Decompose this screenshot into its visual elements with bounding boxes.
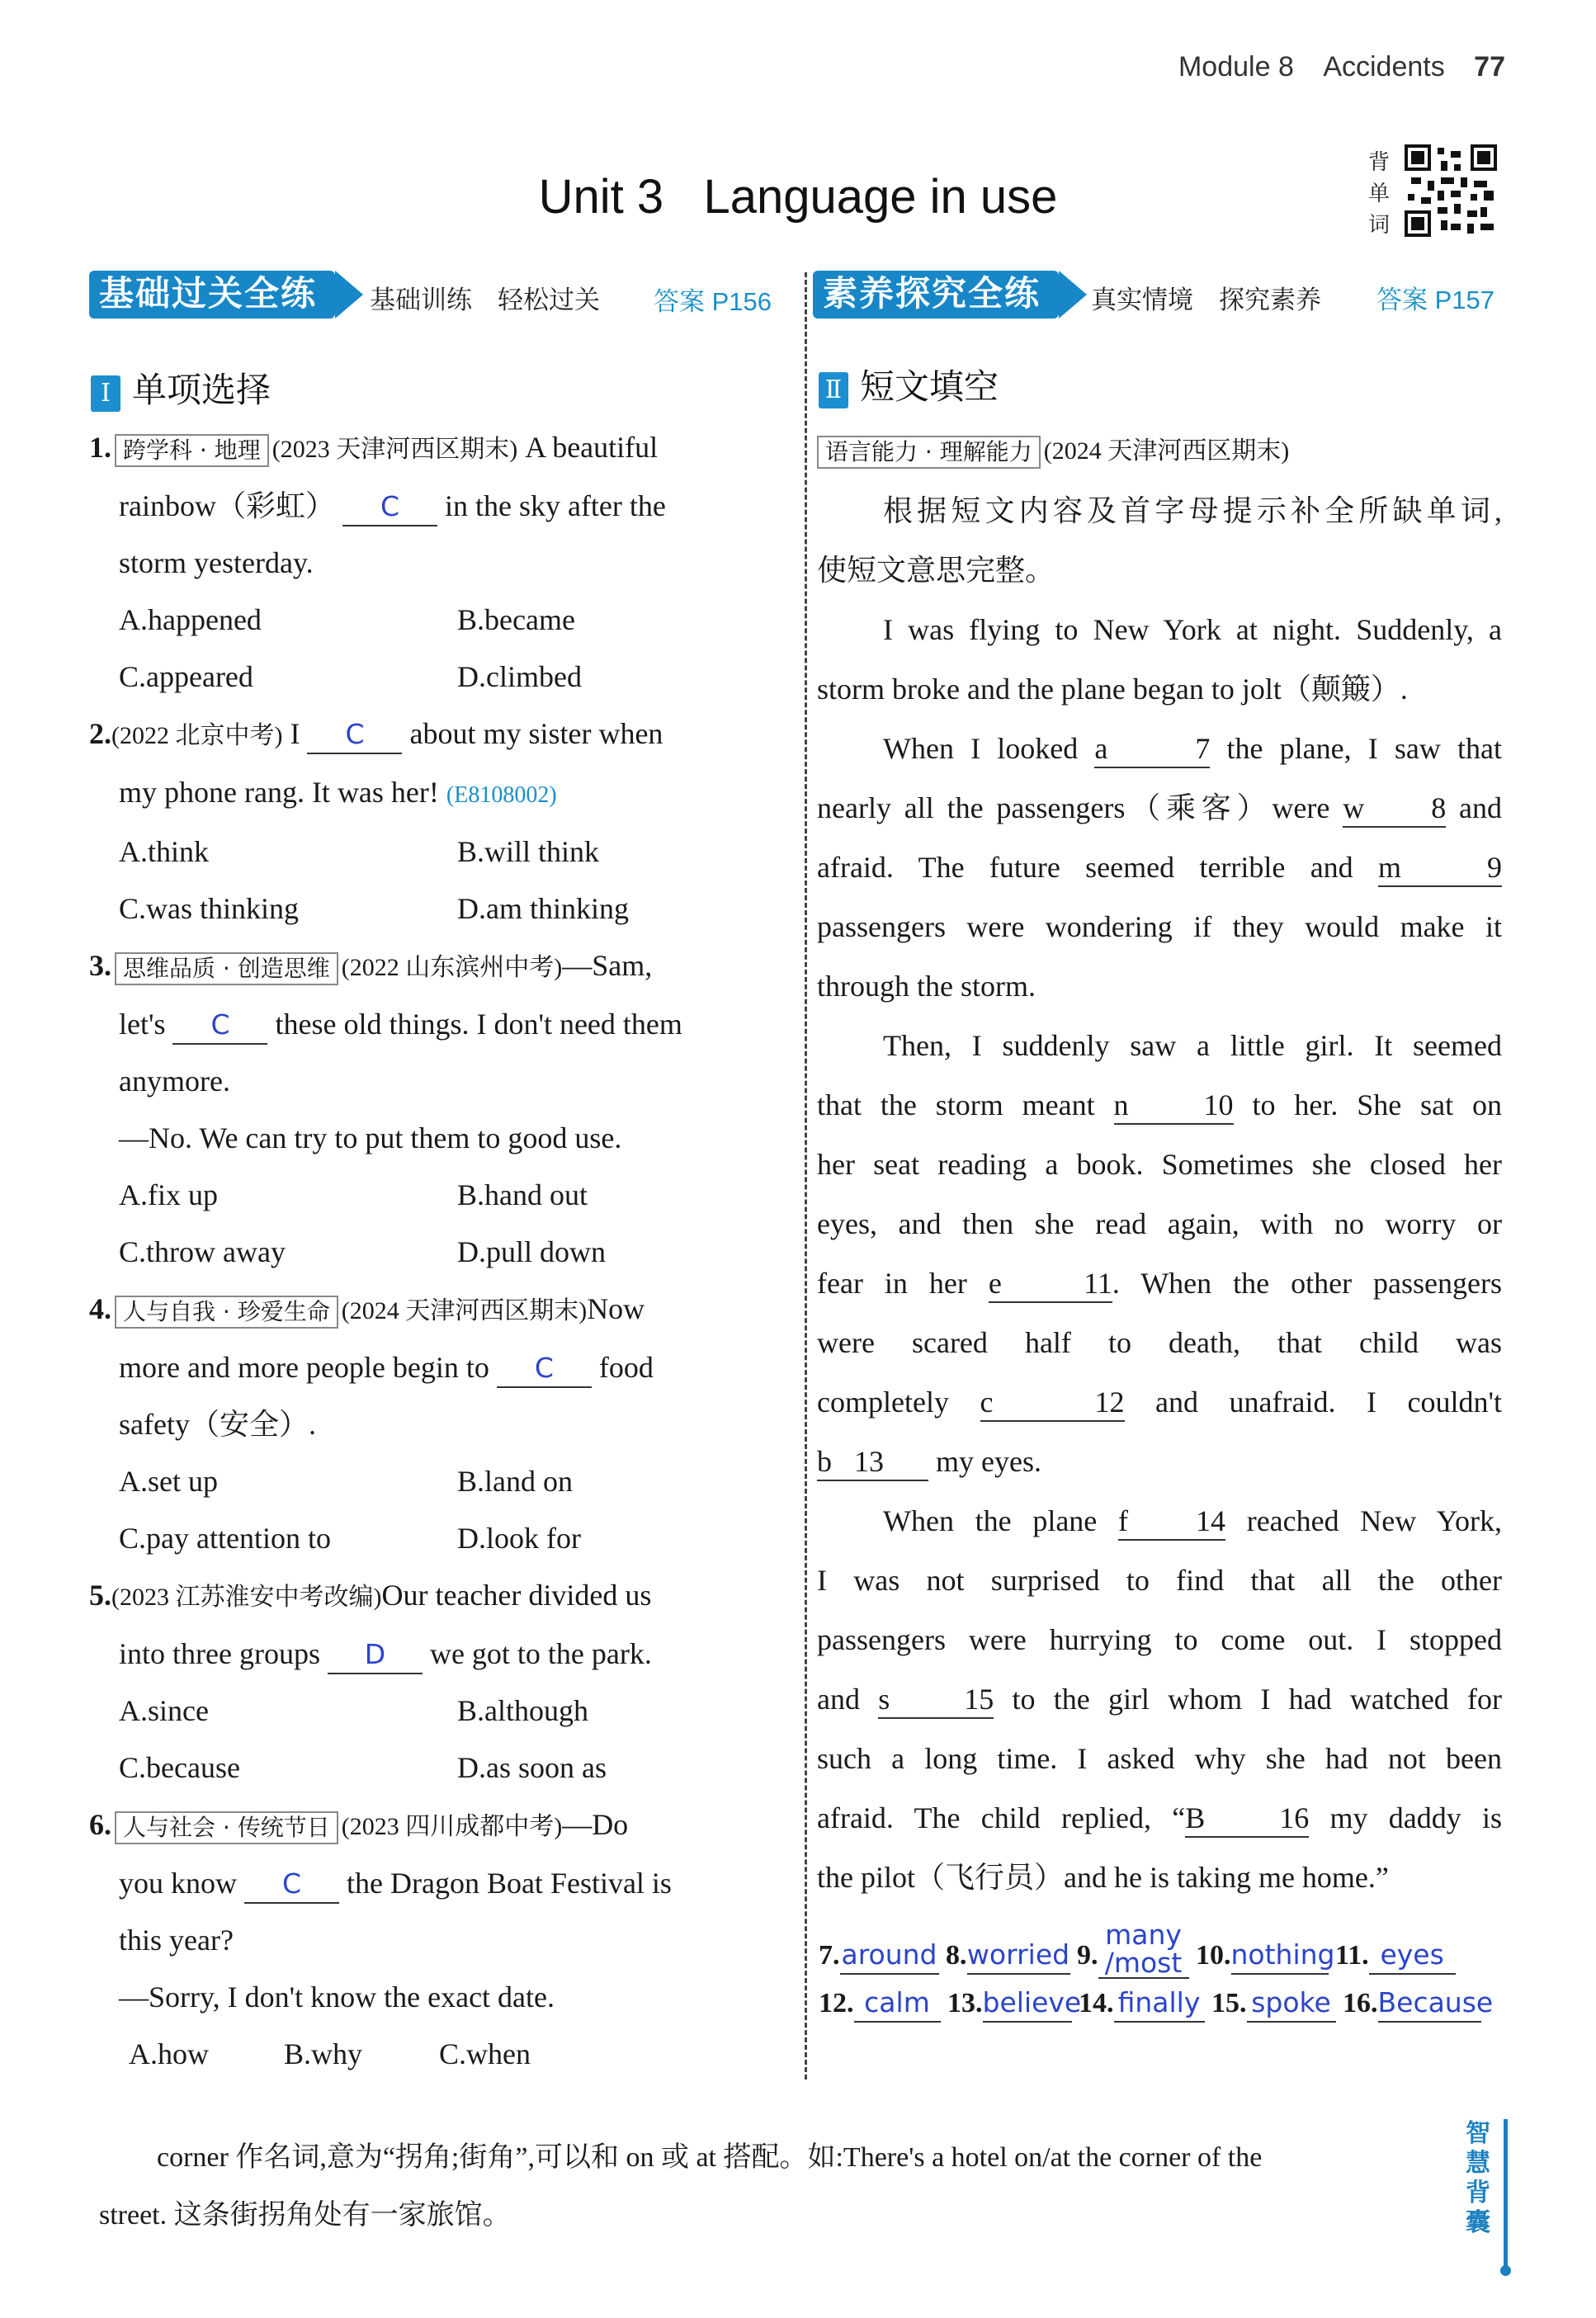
passage-text: nearly all the passengers（乘客）were [817, 791, 1330, 824]
section2-numeral: Ⅱ [819, 372, 848, 408]
question-number: 3. [89, 949, 111, 982]
blank-letter: a [1094, 732, 1108, 765]
question-text: —Sam, [562, 949, 653, 982]
footer-tip [99, 2129, 1432, 2245]
side-dot [1500, 2265, 1511, 2276]
question-source: (2023 天津河西区期末) [272, 436, 518, 463]
section1-title: 单项选择 [132, 372, 272, 410]
module-label: Module 8 [1178, 51, 1294, 83]
question-text: my phone rang. It was her! [119, 776, 439, 809]
answer-7[interactable]: around [840, 1937, 939, 1975]
passage-line: through the storm. [817, 970, 1036, 1003]
passage-text: When the plane [883, 1504, 1098, 1537]
answer-number: 9. [1077, 1940, 1098, 1971]
passage-line: such a long time. I asked why she had not been [817, 1742, 1502, 1775]
blank-number: 13 [854, 1445, 884, 1478]
option-a[interactable]: A.think [119, 835, 210, 868]
question-source: (2023 江苏淮安中考改编) [111, 1584, 382, 1611]
option-b[interactable]: B.will think [457, 835, 600, 868]
passage-text: afraid. The child replied, “ [817, 1801, 1186, 1834]
answer-blank[interactable]: C [307, 716, 402, 754]
question-source: (2022 山东滨州中考) [341, 954, 563, 981]
question-code: (E8108002) [446, 782, 557, 808]
option-d[interactable]: D.am thinking [457, 892, 629, 925]
blank-15[interactable] [878, 1681, 994, 1719]
blank-number: 15 [964, 1683, 994, 1716]
question-text: you know [119, 1867, 237, 1900]
qr-code-icon[interactable] [1405, 144, 1497, 237]
question-tag: 人与社会 · 传统节日 [115, 1811, 338, 1844]
blank-number: 7 [1195, 732, 1211, 765]
blank-number: 8 [1431, 791, 1447, 824]
topic-label: Accidents [1323, 51, 1445, 83]
question-1 [89, 419, 778, 706]
option-a[interactable]: A.how [129, 2037, 209, 2070]
blank-letter: s [878, 1683, 890, 1716]
answer-number: 16. [1343, 1988, 1378, 2018]
answer-14[interactable]: finally [1114, 1985, 1205, 2023]
blank-12[interactable] [980, 1384, 1125, 1422]
passage-line: passengers were wondering if they would make it [817, 910, 1502, 943]
passage-text: completely [817, 1386, 949, 1419]
passage-text: and unafraid. I couldn't [1155, 1386, 1503, 1419]
blank-letter: B [1185, 1801, 1206, 1834]
passage-text: that the storm meant [817, 1088, 1095, 1121]
blank-letter: m [1378, 851, 1402, 884]
passage-line: her seat reading a book. Sometimes she closed her [817, 1148, 1502, 1181]
blank-letter: b [817, 1445, 832, 1478]
running-header [1157, 51, 1505, 83]
passage-line: I was flying to New York at night. Suddenly, a [883, 613, 1502, 646]
passage-text: fear in her [817, 1267, 967, 1300]
answer-9[interactable] [1098, 1921, 1189, 1979]
question-text: storm yesterday. [119, 546, 314, 579]
section2-heading [819, 360, 999, 409]
option-a[interactable]: A.happened [119, 603, 262, 636]
option-a[interactable]: A.fix up [119, 1178, 218, 1211]
question-text: rainbow（彩虹） [119, 489, 335, 522]
answer-number: 8. [946, 1940, 967, 1971]
passage-text: When I looked [883, 732, 1079, 765]
left-banner-sub1: 基础训练 [370, 286, 472, 314]
question-text: the Dragon Boat Festival is [347, 1867, 672, 1900]
blank-number: 12 [1094, 1386, 1125, 1419]
option-b[interactable]: B.why [284, 2037, 363, 2070]
blank-number: 16 [1279, 1801, 1310, 1834]
answer-12[interactable]: calm [854, 1985, 941, 2023]
option-c[interactable]: C.was thinking [119, 892, 300, 925]
question-tag: 思维品质 · 创造思维 [115, 952, 338, 985]
passage-text: my eyes. [936, 1445, 1041, 1478]
question-number: 6. [89, 1808, 111, 1841]
question-text: food [598, 1351, 654, 1384]
answer-number: 13. [947, 1988, 983, 2018]
question-tag: 跨学科 · 地理 [115, 434, 269, 467]
right-banner-subtitle [1091, 279, 1321, 316]
option-c[interactable]: C.pay attention to [119, 1522, 331, 1555]
column-divider [805, 272, 807, 2080]
answer-11[interactable]: eyes [1369, 1937, 1456, 1975]
option-b[interactable]: B.became [457, 603, 575, 636]
answer-number: 15. [1211, 1988, 1247, 2018]
question-4 [89, 1281, 778, 1567]
question-2 [89, 706, 778, 937]
question-text: —Do [562, 1808, 629, 1841]
passage-line: passengers were hurrying to come out. I stopped [817, 1623, 1502, 1656]
answer-10[interactable]: nothing [1231, 1937, 1329, 1975]
question-6 [89, 1796, 778, 2083]
answer-blank[interactable]: C [244, 1866, 339, 1904]
answer-13[interactable]: believe [983, 1985, 1072, 2023]
option-a[interactable]: A.set up [119, 1465, 218, 1498]
question-number: 4. [89, 1292, 111, 1325]
answer-blank[interactable]: C [172, 1007, 267, 1045]
question-text: more and more people begin to [119, 1351, 489, 1384]
question-source: (2023 四川成都中考) [341, 1813, 563, 1840]
answer-9-top: many [1105, 1919, 1182, 1951]
option-d[interactable]: D.climbed [457, 660, 582, 693]
passage-text: . When the other passengers [1112, 1267, 1502, 1300]
passage-instruction: 根据短文内容及首字母提示补全所缺单词, [883, 494, 1502, 527]
question-text: Now [587, 1292, 645, 1325]
passage-line: I was not surprised to find that all the other [817, 1564, 1502, 1597]
blank-16[interactable] [1185, 1800, 1309, 1838]
answer-16[interactable]: Because [1378, 1985, 1481, 2023]
blank-number: 9 [1487, 851, 1503, 884]
left-section-banner [89, 271, 335, 319]
answer-number: 7. [819, 1940, 840, 1971]
question-text: we got to the park. [429, 1637, 652, 1670]
question-number: 1. [89, 431, 111, 464]
passage-text: afraid. The future seemed terrible and [817, 851, 1353, 884]
footer-tip-line: street. 这条街拐角处有一家旅馆。 [99, 2200, 511, 2231]
question-text: —Sorry, I don't know the exact date. [119, 1980, 555, 2013]
option-d[interactable]: D.look for [457, 1522, 581, 1555]
question-text: these old things. I don't need them [275, 1008, 682, 1041]
passage-text: reached New York, [1246, 1504, 1503, 1537]
left-banner-subtitle [370, 279, 600, 316]
question-source: (2022 北京中考) [111, 722, 283, 749]
blank-10[interactable] [1114, 1087, 1234, 1125]
blank-letter: n [1113, 1088, 1129, 1121]
answer-number: 11. [1335, 1940, 1369, 1971]
answer-number: 10. [1196, 1940, 1231, 1971]
passage-line: the pilot（飞行员）and he is taking me home.” [817, 1861, 1389, 1894]
answer-8[interactable]: worried [967, 1937, 1070, 1975]
option-c[interactable]: C.because [119, 1751, 240, 1784]
answer-9-bottom: /most [1104, 1947, 1183, 1979]
blank-number: 14 [1196, 1504, 1225, 1537]
side-bar [1504, 2119, 1508, 2268]
question-text: this year? [119, 1924, 234, 1957]
question-text: anymore. [119, 1065, 230, 1098]
left-banner-sub2: 轻松过关 [498, 286, 600, 314]
blank-11[interactable] [989, 1265, 1112, 1303]
blank-7[interactable] [1094, 730, 1210, 768]
passage-text: to her. She sat on [1252, 1088, 1503, 1121]
question-tag: 人与自我 · 珍爱生命 [115, 1296, 338, 1329]
answer-blank[interactable]: C [497, 1350, 592, 1388]
left-banner-label: 基础过关全练 [99, 276, 318, 314]
answer-number: 14. [1079, 1988, 1114, 2018]
question-text: Our teacher divided us [381, 1579, 652, 1612]
side-label: 智慧背囊 [1466, 2120, 1490, 2236]
blank-13[interactable] [817, 1443, 928, 1481]
question-text: about my sister when [409, 717, 663, 750]
option-b[interactable]: B.land on [457, 1465, 573, 1498]
blank-letter: f [1118, 1504, 1128, 1537]
blank-number: 11 [1084, 1267, 1112, 1300]
answer-15[interactable]: spoke [1247, 1985, 1336, 2023]
qr-caption: 背单词 [1368, 150, 1391, 237]
option-d[interactable]: D.as soon as [457, 1751, 607, 1784]
question-source: (2024 天津河西区期末) [341, 1297, 588, 1324]
question-text: I [290, 717, 300, 750]
blank-letter: e [988, 1267, 1002, 1300]
passage-line: were scared half to death, that child was [817, 1326, 1502, 1359]
question-3 [89, 937, 778, 1281]
footer-tip-line: corner 作名词,意为“拐角;街角”,可以和 on 或 at 搭配。如:There's a hotel on/at the corner of the [157, 2142, 1263, 2173]
blank-14[interactable] [1118, 1503, 1225, 1541]
answer-blank[interactable]: C [342, 489, 437, 526]
blank-letter: c [980, 1386, 994, 1419]
passage-text: to the girl whom I had watched for [1012, 1683, 1503, 1716]
question-text: into three groups [119, 1637, 320, 1670]
question-text: safety（安全）. [119, 1408, 316, 1441]
option-c[interactable]: C.throw away [119, 1235, 286, 1268]
multiple-choice-list [89, 419, 778, 2083]
option-c[interactable]: C.appeared [119, 660, 253, 693]
option-d[interactable]: D.pull down [457, 1235, 606, 1268]
cloze-passage [817, 419, 1502, 1907]
question-text: let's [119, 1008, 166, 1041]
passage-text: and [1459, 791, 1503, 824]
right-banner-sub2: 探究素养 [1219, 286, 1321, 314]
passage-line: eyes, and then she read again, with no worry or [817, 1207, 1502, 1240]
section2-title: 短文填空 [860, 369, 999, 407]
question-number: 2. [89, 717, 111, 750]
right-banner-label: 素养探究全练 [823, 276, 1041, 314]
section1-numeral: Ⅰ [91, 375, 120, 412]
passage-line: storm broke and the plane began to jolt（颠簸）. [817, 673, 1408, 706]
passage-instruction: 使短文意思完整。 [817, 554, 1055, 587]
question-number: 5. [89, 1579, 111, 1612]
page-title: Unit 3 Language in use [538, 170, 1058, 224]
blank-8[interactable] [1343, 790, 1446, 828]
right-answer-ref[interactable]: 答案 P157 [1376, 286, 1495, 314]
question-text: —No. We can try to put them to good use. [119, 1121, 622, 1154]
question-5 [89, 1567, 778, 1796]
answer-blank[interactable]: D [328, 1636, 423, 1674]
passage-text: the plane, I saw that [1226, 732, 1503, 765]
question-text: A beautiful [525, 431, 659, 464]
right-section-banner [813, 271, 1059, 319]
answer-row-2 [819, 1974, 1504, 2033]
blank-9[interactable] [1378, 849, 1502, 887]
passage-source: (2024 天津河西区期末) [1043, 437, 1290, 465]
passage-text: my daddy is [1329, 1801, 1502, 1834]
passage-text: and [817, 1683, 860, 1716]
blank-letter: w [1343, 791, 1365, 824]
left-answer-ref[interactable]: 答案 P156 [654, 287, 772, 316]
blank-number: 10 [1203, 1088, 1234, 1121]
section1-heading [91, 363, 271, 413]
page-number: 77 [1474, 51, 1505, 83]
passage-tag: 语言能力 · 理解能力 [817, 436, 1041, 469]
passage-line: Then, I suddenly saw a little girl. It seemed [883, 1029, 1502, 1062]
option-b[interactable]: B.although [457, 1694, 588, 1727]
question-text: in the sky after the [444, 489, 666, 522]
option-c[interactable]: C.when [439, 2037, 531, 2070]
answer-number: 12. [819, 1988, 854, 2018]
option-b[interactable]: B.hand out [457, 1178, 588, 1211]
option-a[interactable]: A.since [119, 1694, 209, 1727]
right-banner-sub1: 真实情境 [1091, 286, 1193, 314]
